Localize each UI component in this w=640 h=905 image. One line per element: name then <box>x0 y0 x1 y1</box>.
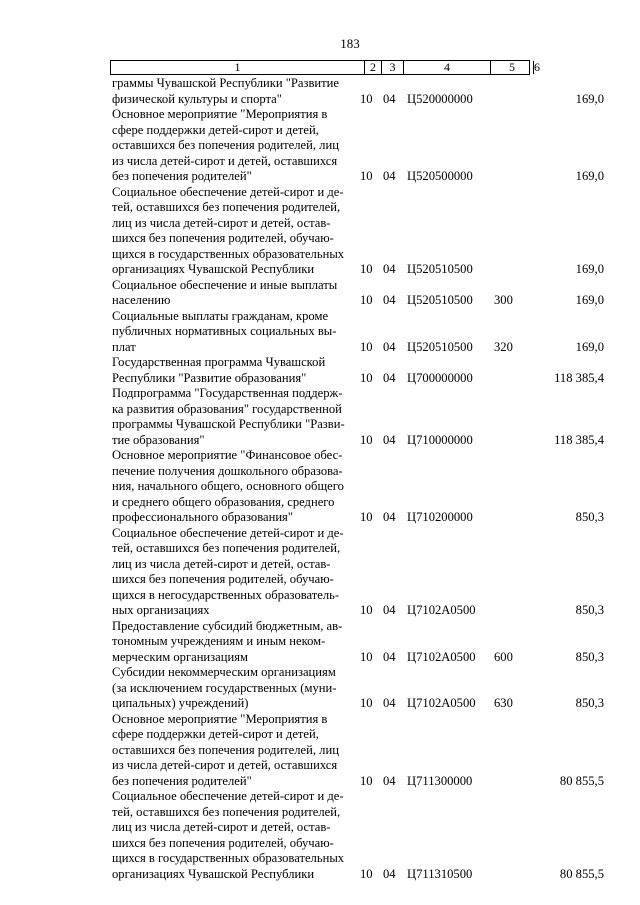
table-row <box>0 309 640 356</box>
cell-c3: 04 <box>383 169 396 183</box>
cell-c4: Ц7102А0500 <box>407 649 476 664</box>
description-line: организациях Чувашской Республики <box>112 866 315 881</box>
description-line: тей, оставшихся без попечения родителей, <box>112 200 341 214</box>
row-description <box>112 712 354 790</box>
row-description <box>112 448 354 526</box>
table-row <box>0 355 640 386</box>
description-line: ния, начального общего, основного общего <box>112 479 344 493</box>
description-line: Социальное обеспечение детей-сирот и де- <box>112 525 344 540</box>
description-line: Субсидии некоммерческим организациям <box>112 665 336 679</box>
table-row <box>0 185 640 278</box>
description-line: шихся без попечения родителей, обучаю- <box>112 835 334 850</box>
cell-c4: Ц520500000 <box>407 169 473 183</box>
row-description <box>112 76 354 107</box>
description-line: из числа детей-сирот и детей, оставшихся <box>112 758 338 772</box>
row-description <box>112 278 354 309</box>
description-line: щихся в государственных образовательных <box>112 246 345 261</box>
description-line: ципальных) учреждений) <box>112 696 249 710</box>
description-line: Социальное обеспечение детей-сирот и де- <box>112 184 344 199</box>
description-line: шихся без попечения родителей, обучаю- <box>112 572 334 586</box>
cell-c3: 04 <box>383 510 396 524</box>
cell-c4: Ц710200000 <box>407 510 473 524</box>
cell-c5: 600 <box>494 649 513 664</box>
description-line: плат <box>112 339 136 354</box>
cell-c6: 169,0 <box>575 262 604 276</box>
cell-c6: 118 385,4 <box>554 370 604 385</box>
cell-c2: 10 <box>360 370 373 385</box>
cell-c3: 04 <box>383 773 396 788</box>
table-row <box>0 526 640 619</box>
cell-c3: 04 <box>383 432 396 447</box>
description-line: Основное мероприятие "Мероприятия в <box>112 107 328 121</box>
cell-c2: 10 <box>360 773 373 788</box>
cell-c3: 04 <box>383 696 396 710</box>
cell-c4: Ц7102А0500 <box>407 696 476 710</box>
table-row <box>0 448 640 526</box>
table-row <box>0 619 640 666</box>
header-col-5: 5 <box>491 61 534 74</box>
description-line: оставшихся без попечения родителей, лиц <box>112 138 339 152</box>
row-description <box>112 107 354 185</box>
row-description <box>112 665 354 712</box>
description-line: из числа детей-сирот и детей, оставшихся <box>112 153 338 168</box>
row-description <box>112 789 354 882</box>
cell-c6: 850,3 <box>575 603 604 617</box>
description-line: Основное мероприятие "Финансовое обес- <box>112 448 343 462</box>
row-description <box>112 526 354 619</box>
header-col-2: 2 <box>365 61 382 74</box>
cell-c4: Ц520510500 <box>407 262 473 276</box>
description-line: без попечения родителей" <box>112 169 252 183</box>
description-line: лиц из числа детей-сирот и детей, остав- <box>112 215 331 230</box>
cell-c4: Ц711300000 <box>407 773 473 788</box>
description-line: и среднего общего образования, среднего <box>112 494 335 509</box>
cell-c2: 10 <box>360 339 373 354</box>
page-number: 183 <box>340 36 360 51</box>
cell-c6: 118 385,4 <box>554 432 604 447</box>
description-line: тей, оставшихся без попечения родителей, <box>112 541 341 555</box>
description-line: Социальное обеспечение и иные выплаты <box>112 277 338 292</box>
description-line: ных организациях <box>112 603 210 617</box>
header-col-1: 1 <box>111 61 365 74</box>
cell-c4: Ц700000000 <box>407 370 473 385</box>
cell-c6: 850,3 <box>575 696 604 710</box>
description-line: шихся без попечения родителей, обучаю- <box>112 231 334 245</box>
cell-c3: 04 <box>383 262 396 276</box>
description-line: тей, оставшихся без попечения родителей, <box>112 804 341 819</box>
description-line: (за исключением государственных (муни- <box>112 680 337 695</box>
header-col-4: 4 <box>404 61 491 74</box>
table-row <box>0 386 640 448</box>
description-line: населению <box>112 293 171 307</box>
cell-c3: 04 <box>383 293 396 307</box>
cell-c6: 169,0 <box>575 91 604 106</box>
table-body <box>0 76 640 882</box>
description-line: лиц из числа детей-сирот и детей, остав- <box>112 556 331 571</box>
description-line: без попечения родителей" <box>112 773 252 788</box>
cell-c3: 04 <box>383 866 396 881</box>
description-line: профессионального образования" <box>112 510 293 524</box>
cell-c2: 10 <box>360 649 373 664</box>
description-line: мерческим организациям <box>112 649 248 664</box>
cell-c6: 169,0 <box>575 293 604 307</box>
cell-c2: 10 <box>360 432 373 447</box>
description-line: Республики "Развитие образования" <box>112 370 307 385</box>
table-row <box>0 712 640 790</box>
cell-c2: 10 <box>360 603 373 617</box>
cell-c5: 630 <box>494 696 513 710</box>
table-row <box>0 76 640 107</box>
cell-c6: 850,3 <box>575 649 604 664</box>
cell-c3: 04 <box>383 370 396 385</box>
cell-c3: 04 <box>383 603 396 617</box>
description-line: тие образования" <box>112 432 205 447</box>
description-line: Основное мероприятие "Мероприятия в <box>112 711 328 726</box>
cell-c4: Ц7102А0500 <box>407 603 476 617</box>
cell-c5: 300 <box>494 293 513 307</box>
table-row <box>0 665 640 712</box>
cell-c6: 80 855,5 <box>559 773 604 788</box>
row-description <box>112 355 354 386</box>
cell-c4: Ц711310500 <box>407 866 473 881</box>
description-line: программы Чувашской Республики "Разви- <box>112 417 345 431</box>
description-line: Социальное обеспечение детей-сирот и де- <box>112 789 344 803</box>
row-description <box>112 185 354 278</box>
row-description <box>112 386 354 448</box>
description-line: Подпрограмма "Государственная поддерж- <box>112 386 343 400</box>
description-line: ка развития образования" государственной <box>112 401 342 416</box>
cell-c2: 10 <box>360 169 373 183</box>
cell-c3: 04 <box>383 91 396 106</box>
description-line: сфере поддержки детей-сирот и детей, <box>112 122 319 137</box>
description-line: Предоставление субсидий бюджетным, ав- <box>112 618 343 633</box>
cell-c3: 04 <box>383 339 396 354</box>
description-line: публичных нормативных социальных вы- <box>112 324 337 338</box>
cell-c4: Ц520000000 <box>407 91 473 106</box>
description-line: сфере поддержки детей-сирот и детей, <box>112 727 319 741</box>
cell-c2: 10 <box>360 696 373 710</box>
description-line: тономным учреждениям и иным неком- <box>112 634 326 648</box>
cell-c4: Ц520510500 <box>407 339 473 354</box>
table-row <box>0 789 640 882</box>
cell-c4: Ц710000000 <box>407 432 473 447</box>
cell-c4: Ц520510500 <box>407 293 473 307</box>
cell-c6: 850,3 <box>575 510 604 524</box>
table-row <box>0 278 640 309</box>
description-line: организациях Чувашской Республики <box>112 262 315 276</box>
description-line: Социальные выплаты гражданам, кроме <box>112 308 329 323</box>
cell-c5: 320 <box>494 339 513 354</box>
table-header: 1 2 3 4 5 6 <box>110 60 530 75</box>
description-line: лиц из числа детей-сирот и детей, остав- <box>112 820 331 834</box>
cell-c6: 80 855,5 <box>559 866 604 881</box>
row-description <box>112 619 354 666</box>
description-line: щихся в государственных образовательных <box>112 851 345 865</box>
cell-c3: 04 <box>383 649 396 664</box>
cell-c2: 10 <box>360 262 373 276</box>
description-line: граммы Чувашской Республики "Развитие <box>112 76 339 90</box>
cell-c2: 10 <box>360 293 373 307</box>
row-description <box>112 309 354 356</box>
cell-c6: 169,0 <box>575 339 604 354</box>
description-line: оставшихся без попечения родителей, лиц <box>112 742 339 757</box>
description-line: Государственная программа Чувашской <box>112 355 326 369</box>
cell-c2: 10 <box>360 91 373 106</box>
description-line: печение получения дошкольного образова- <box>112 463 343 478</box>
table-row <box>0 107 640 185</box>
cell-c2: 10 <box>360 866 373 881</box>
description-line: физической культуры и спорта" <box>112 91 282 106</box>
header-col-3: 3 <box>382 61 404 74</box>
cell-c6: 169,0 <box>575 169 604 183</box>
description-line: щихся в негосударственных образователь- <box>112 587 340 602</box>
cell-c2: 10 <box>360 510 373 524</box>
